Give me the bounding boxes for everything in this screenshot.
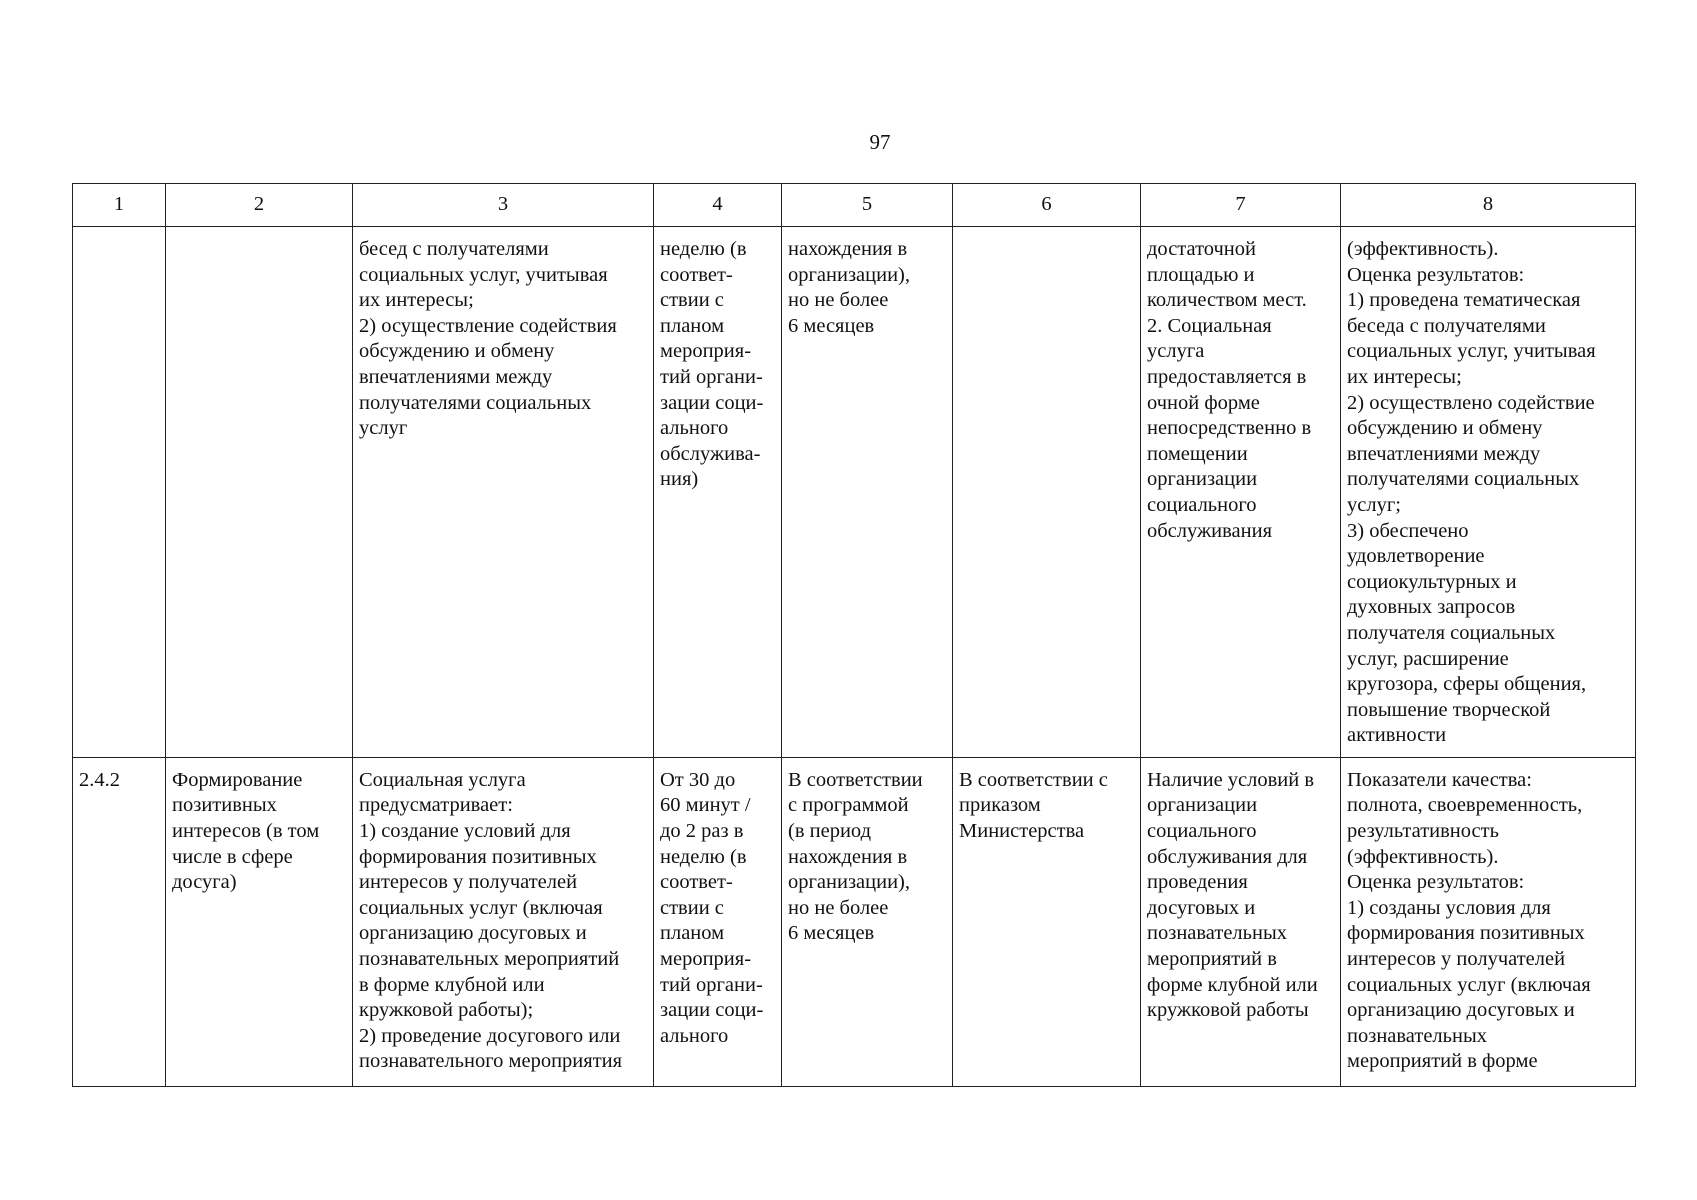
- cell-tariff: В соответствии с приказом Министерства: [953, 757, 1141, 1086]
- cell-service-name: Формирование позитивных интересов (в том числе в сфере досуга): [166, 757, 353, 1086]
- cell-duration: неделю (в соответ- ствии с планом мероприя- тий органи- зации соци- ального обслужива- ния): [654, 227, 782, 758]
- cell-period: В соответствии с программой (в период нахождения в организации), но не более 6 месяцев: [782, 757, 953, 1086]
- column-number-1: 1: [73, 184, 166, 227]
- cell-duration: От 30 до 60 минут / до 2 раз в неделю (в соответ- ствии с планом мероприя- тий органи- зации соци- ального: [654, 757, 782, 1086]
- services-table: [72, 183, 1636, 1087]
- cell-conditions: достаточной площадью и количеством мест. 2. Социальная услуга предоставляется в очной форме непосредственно в помещении организации социального обслуживания: [1141, 227, 1341, 758]
- table-row: [73, 757, 1636, 1086]
- column-number-6: 6: [953, 184, 1141, 227]
- cell-quality-indicators: (эффективность). Оценка результатов: 1) проведена тематическая беседа с получателями социальных услуг, учитывая их интересы; 2) осуществлено содействие обсуждению и обмену впечатлениями между получателями социальных услуг; 3) обеспечено удовлетворение социокультурных и духовных запросов получателя социальных услуг, расширение кругозора, сферы общения, повышение творческой активности: [1341, 227, 1636, 758]
- column-number-7: 7: [1141, 184, 1341, 227]
- page-number: 97: [869, 130, 891, 154]
- column-number-3: 3: [353, 184, 654, 227]
- cell-quality-indicators: Показатели качества: полнота, своевременность, результативность (эффективность). Оценка результатов: 1) созданы условия для формирования позитивных интересов у получателей социальных услуг (включая организацию досуговых и познавательных мероприятий в форме: [1341, 757, 1636, 1086]
- column-number-4: 4: [654, 184, 782, 227]
- table-row: [73, 227, 1636, 758]
- cell-number: 2.4.2: [73, 757, 166, 1086]
- cell-conditions: Наличие условий в организации социального обслуживания для проведения досуговых и познавательных мероприятий в форме клубной или кружковой работы: [1141, 757, 1341, 1086]
- column-number-8: 8: [1341, 184, 1636, 227]
- cell-number: [73, 227, 166, 758]
- column-number-5: 5: [782, 184, 953, 227]
- column-number-row: [73, 184, 1636, 227]
- cell-service-name: [166, 227, 353, 758]
- column-number-2: 2: [166, 184, 353, 227]
- cell-service-description: бесед с получателями социальных услуг, учитывая их интересы; 2) осуществление содействия обсуждению и обмену впечатлениями между получателями социальных услуг: [353, 227, 654, 758]
- cell-tariff: [953, 227, 1141, 758]
- cell-service-description: Социальная услуга предусматривает: 1) создание условий для формирования позитивных интересов у получателей социальных услуг (включая организацию досуговых и познавательных мероприятий в форме клубной или кружковой работы); 2) проведение досугового или познавательного мероприятия: [353, 757, 654, 1086]
- cell-period: нахождения в организации), но не более 6 месяцев: [782, 227, 953, 758]
